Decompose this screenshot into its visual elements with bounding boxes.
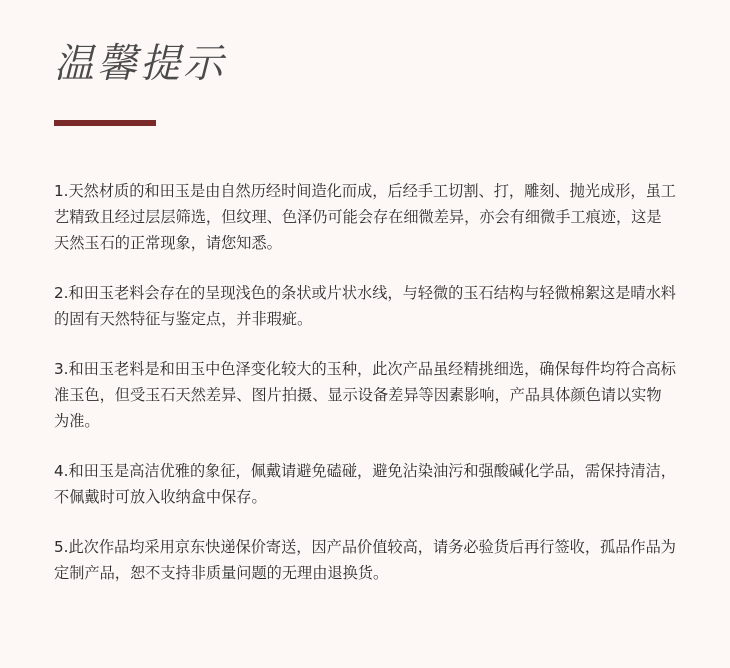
notice-item-3: 3.和田玉老料是和田玉中色泽变化较大的玉种，此次产品虽经精挑细选，确保每件均符合高标准玉色，但受玉石天然差异、图片拍摄、显示设备差异等因素影响，产品具体颜色请以实物为准。 xyxy=(54,360,676,430)
notice-item-5: 5.此次作品均采用京东快递保价寄送，因产品价值较高，请务必验货后再行签收，孤品作品为定制产品，恕不支持非质量问题的无理由退换货。 xyxy=(54,538,676,582)
title-divider xyxy=(54,120,156,126)
notice-item-2: 2.和田玉老料会存在的呈现浅色的条状或片状水线，与轻微的玉石结构与轻微棉絮这是晴水料的固有天然特征与鉴定点，并非瑕疵。 xyxy=(54,284,676,328)
page-title: 温馨提示 xyxy=(54,41,226,87)
notice-list xyxy=(54,178,676,610)
notice-item-4: 4.和田玉是高洁优雅的象征，佩戴请避免磕碰，避免沾染油污和强酸碱化学品，需保持清洁，不佩戴时可放入收纳盒中保存。 xyxy=(54,462,676,506)
notice-item-1: 1.天然材质的和田玉是由自然历经时间造化而成，后经手工切割、打，雕刻、抛光成形，虽工艺精致且经过层层筛选，但纹理、色泽仍可能会存在细微差异，亦会有细微手工痕迹，这是天然玉石的正常现象，请您知悉。 xyxy=(54,182,676,252)
